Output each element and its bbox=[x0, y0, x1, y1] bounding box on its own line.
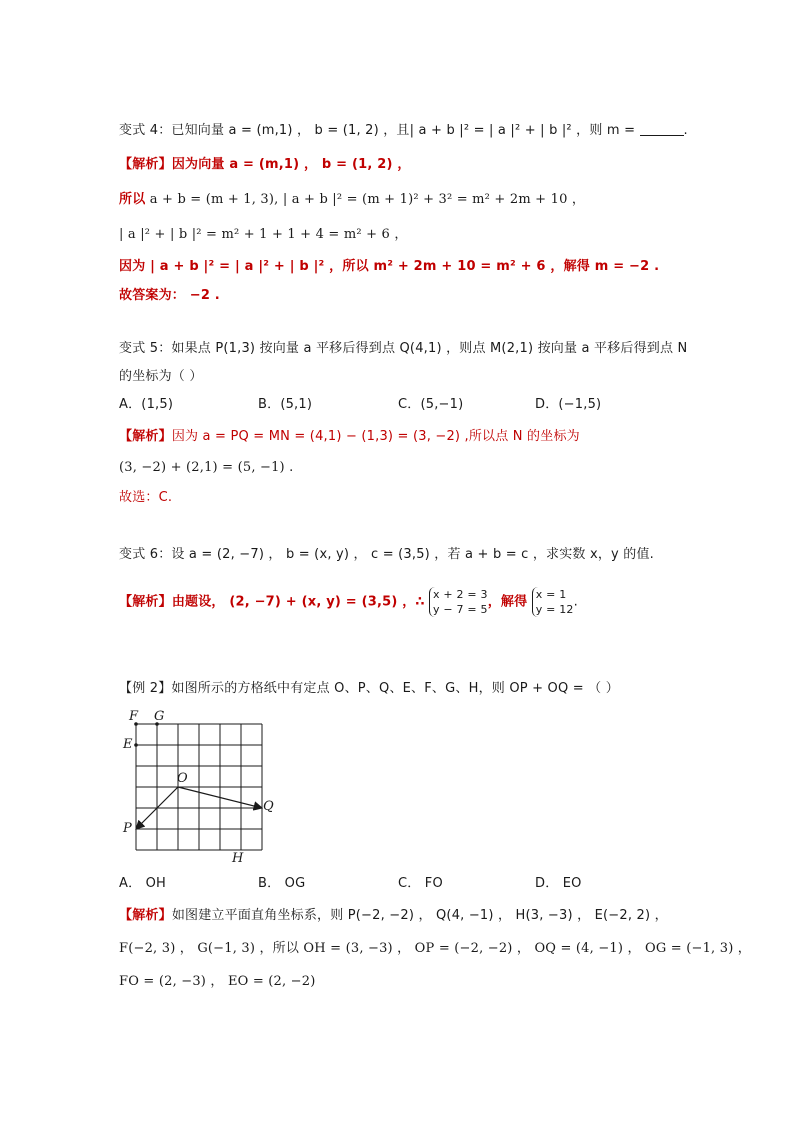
option-c: C． FO bbox=[398, 876, 443, 891]
label-o: O bbox=[177, 771, 188, 786]
grid-figure bbox=[118, 706, 278, 866]
variant5-question-line1: 变式 5：如果点 P(1,3) 按向量 a 平移后得到点 Q(4,1) ，则点 M(2,1) 按向量 a 平移后得到点 N bbox=[119, 341, 688, 356]
example2-question: 【例 2】如图所示的方格纸中有定点 O、P、Q、E、F、G、H，则 OP + OQ = （ ） bbox=[119, 681, 619, 696]
option-d: D．(−1,5) bbox=[535, 397, 602, 412]
variant5-question-line2: 的坐标为（ ） bbox=[119, 369, 203, 384]
solution-label: 【解析】 bbox=[119, 908, 172, 923]
label-f: F bbox=[129, 709, 139, 724]
variant6-solution: 【解析】由题设， (2, −7) + (x, y) = (3,5) ，∴ x + 2 = 3 y − 7 = 5 ，解得 x = 1 y = 12 . bbox=[119, 588, 578, 616]
example2-solution-line1: 【解析】如图建立平面直角坐标系，则 P(−2, −2) ， Q(4, −1) ， H(3, −3) ， E(−2, 2) ， bbox=[119, 908, 668, 923]
option-a: A． OH bbox=[119, 876, 167, 891]
option-b: B．(5,1) bbox=[258, 397, 313, 412]
option-a: A．(1,5) bbox=[119, 397, 174, 412]
solution-label: 【解析】 bbox=[119, 157, 172, 172]
variant5-answer: 故选：C. bbox=[119, 490, 173, 505]
grid-lines bbox=[136, 724, 262, 850]
variant4-solution-line1: 【解析】因为向量 a = (m,1) ， b = (1, 2) ， bbox=[119, 157, 411, 172]
variant5-solution-line1: 【解析】因为 a = PQ = MN = (4,1) − (1,3) = (3, −2) ,所以点 N 的坐标为 bbox=[119, 429, 580, 444]
equation-system-2: x = 1 y = 12 bbox=[532, 587, 574, 617]
answer-blank bbox=[640, 123, 684, 136]
variant4-solution-line4: 因为 | a + b |² = | a |² + | b |² ，所以 m² + 2m + 10 = m² + 6 ，解得 m = −2 . bbox=[119, 259, 660, 274]
variant4-question: 变式 4：已知向量 a = (m,1) ， b = (1, 2) ，且| a + b |² = | a |² + | b |² ，则 m = . bbox=[119, 123, 688, 138]
grid-diagram bbox=[118, 706, 278, 866]
variant4-answer: 故答案为： −2 . bbox=[119, 288, 220, 303]
variant5-solution-line2: (3, −2) + (2,1) = (5, −1) . bbox=[119, 460, 294, 475]
label-g: G bbox=[154, 709, 165, 724]
variant4-solution-line2: 所以 a + b = (m + 1, 3), | a + b |² = (m + 1)² + 3² = m² + 2m + 10 ， bbox=[119, 192, 586, 207]
point-e bbox=[134, 743, 138, 747]
label-h: H bbox=[232, 851, 244, 866]
label-q: Q bbox=[263, 799, 274, 814]
variant4-solution-line3: | a |² + | b |² = m² + 1 + 1 + 4 = m² + 6 ， bbox=[119, 227, 408, 242]
variant4-question-text: 变式 4：已知向量 a = (m,1) ， b = (1, 2) ，且| a + b |² = | a |² + | b |² ，则 m = bbox=[119, 123, 640, 138]
label-e: E bbox=[123, 737, 133, 752]
solution-label: 【解析】 bbox=[119, 594, 172, 610]
option-b: B． OG bbox=[258, 876, 306, 891]
example2-solution-line2: F(−2, 3) ， G(−1, 3) ，所以 OH = (3, −3) ， OP = (−2, −2) ， OQ = (4, −1) ， OG = (−1, 3) ， bbox=[119, 941, 751, 956]
option-c: C．(5,−1) bbox=[398, 397, 464, 412]
equation-system-1: x + 2 = 3 y − 7 = 5 bbox=[429, 587, 488, 617]
variant6-question: 变式 6：设 a = (2, −7) ， b = (x, y) ， c = (3,5) ，若 a + b = c ，求实数 x，y 的值. bbox=[119, 547, 655, 562]
label-p: P bbox=[123, 821, 132, 836]
example2-solution-line3: FO = (2, −3) ， EO = (2, −2) bbox=[119, 974, 316, 989]
option-d: D． EO bbox=[535, 876, 582, 891]
solution-label: 【解析】 bbox=[119, 429, 172, 444]
